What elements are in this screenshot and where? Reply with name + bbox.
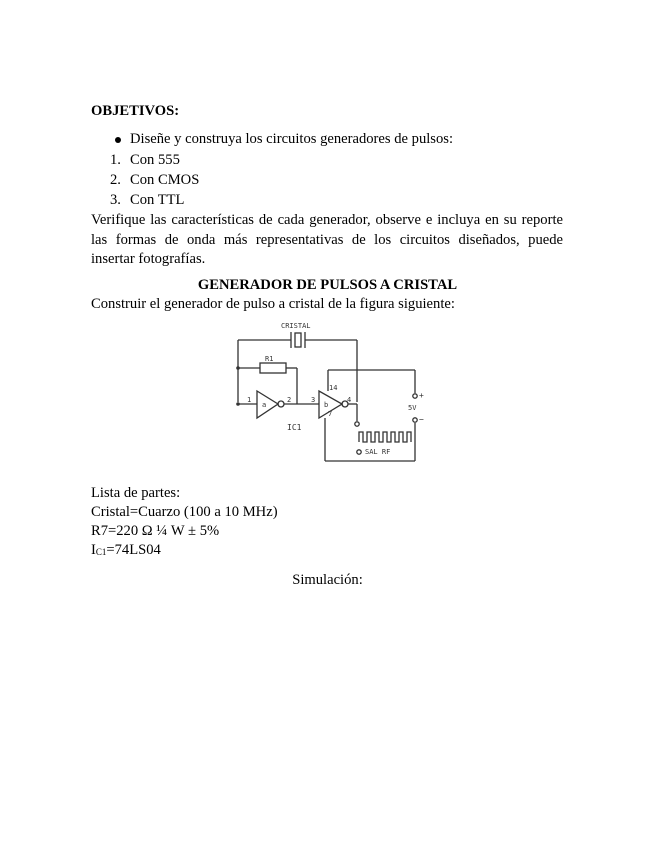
parts-ic-value: =74LS04: [106, 542, 161, 558]
pin-label: 4: [347, 396, 352, 404]
pin-label: 2: [287, 396, 292, 404]
parts-ic-prefix: I: [91, 542, 96, 558]
crystal-oscillator-schematic: [225, 318, 435, 470]
paragraph-line: insertar fotografías.: [91, 251, 206, 267]
pin-label: 7: [328, 410, 333, 418]
parts-crystal: Cristal=Cuarzo (100 a 10 MHz): [91, 504, 278, 520]
r1-label: R1: [265, 355, 274, 363]
parts-ic: [91, 541, 161, 562]
minus-label: −: [419, 415, 424, 424]
crystal-label: CRISTAL: [281, 322, 311, 330]
pin-label: 3: [311, 396, 316, 404]
pin-label: 1: [247, 396, 252, 404]
section-intro: Construir el generador de pulso a cristal de la figura siguiente:: [91, 296, 455, 312]
list-item: Con CMOS: [130, 172, 200, 188]
simulation-label: Simulación:: [292, 572, 363, 588]
bullet-text: Diseñe y construya los circuitos generadores de pulsos:: [130, 131, 454, 147]
output-label: SAL RF: [365, 448, 391, 456]
list-item-number: 1.: [110, 152, 121, 168]
ic-label: IC1: [287, 423, 302, 432]
list-item-number: 3.: [110, 192, 121, 208]
parts-title: Lista de partes:: [91, 485, 181, 501]
gate-label: b: [324, 401, 329, 409]
list-item: Con 555: [130, 152, 180, 168]
plus-label: +: [419, 391, 424, 400]
section-title: GENERADOR DE PULSOS A CRISTAL: [197, 277, 458, 293]
paragraph-line: Verifique las características de cada generador, observe e incluya en su reporte: [91, 212, 563, 228]
paragraph-line: las formas de onda más representativas de los circuitos diseñados, puede: [91, 232, 563, 248]
parts-ic-sub: C1: [95, 547, 107, 557]
gate-label: a: [262, 401, 267, 409]
parts-resistor: R7=220 Ω ¼ W ± 5%: [91, 523, 220, 539]
bullet-icon: [115, 137, 121, 143]
list-item: Con TTL: [130, 192, 185, 208]
list-item-number: 2.: [110, 172, 121, 188]
pin-label: 14: [329, 384, 338, 392]
supply-label: 5V: [408, 404, 417, 412]
objetivos-heading: OBJETIVOS:: [91, 103, 180, 119]
